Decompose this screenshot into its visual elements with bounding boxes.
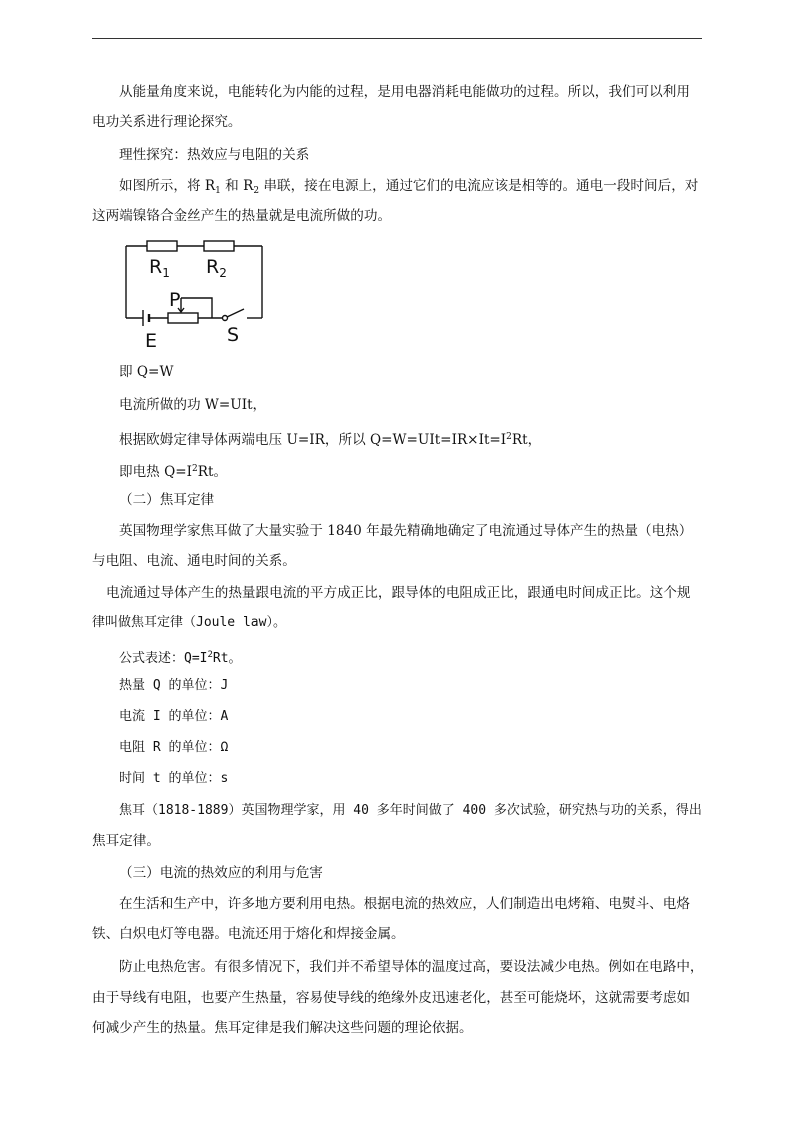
paragraph-line: 铁、白炽电灯等电器。电流还用于熔化和焊接金属。 bbox=[92, 926, 405, 942]
unit-line: 电流 I 的单位：A bbox=[119, 709, 229, 724]
e-label: E bbox=[145, 330, 158, 352]
r1-label: $R_1$ bbox=[149, 256, 170, 280]
unit-line: 热量 Q 的单位：J bbox=[119, 678, 229, 693]
switch-blade bbox=[227, 309, 244, 317]
formula-line: 公式表述：$Q=I^2Rt$。 bbox=[119, 650, 242, 666]
equation-line: 根据欧姆定律导体两端电压 U=IR，所以 $Q=W=UIt=IR\times It=I^2Rt$， bbox=[119, 432, 542, 448]
equation-line: 即 Q=W bbox=[119, 364, 174, 380]
s-label: S bbox=[227, 324, 240, 346]
rheostat bbox=[168, 313, 198, 323]
paragraph-line: 焦耳（1818-1889）英国物理学家，用 40 多年时间做了 400 多次试验，研究热与功的关系，得出 bbox=[119, 803, 702, 818]
paragraph-line: 电流通过导体产生的热量跟电流的平方成正比，跟导体的电阻成正比，跟通电时间成正比。这个规 bbox=[106, 585, 691, 601]
paragraph-line: 何减少产生的热量。焦耳定律是我们解决这些问题的理论依据。 bbox=[92, 1020, 473, 1036]
unit-line: 电阻 R 的单位：Ω bbox=[119, 740, 229, 755]
paragraph-line: 由于导线有电阻，也要产生热量，容易使导线的绝缘外皮迅速老化，甚至可能烧坏，这就需要考虑如 bbox=[92, 990, 691, 1006]
paragraph-line: 焦耳定律。 bbox=[92, 833, 160, 849]
paragraph-line: 这两端镍铬合金丝产生的热量就是电流所做的功。 bbox=[92, 208, 392, 224]
paragraph-line: 电功关系进行理论探究。 bbox=[92, 114, 242, 130]
section-heading: （二）焦耳定律 bbox=[119, 492, 215, 508]
paragraph-line: 在生活和生产中，许多地方要利用电热。根据电流的热效应，人们制造出电烤箱、电熨斗、电烙 bbox=[119, 896, 690, 912]
section-heading: （三）电流的热效应的利用与危害 bbox=[119, 865, 323, 881]
paragraph-line: 与电阻、电流、通电时间的关系。 bbox=[92, 553, 296, 569]
paragraph-line: 律叫做焦耳定律（Joule law）。 bbox=[92, 615, 286, 630]
r2-label: $R_2$ bbox=[206, 256, 227, 280]
paragraph-line: 防止电热危害。有很多情况下，我们并不希望导体的温度过高，要设法减少电热。例如在电路中， bbox=[119, 959, 704, 975]
paragraph-line: 如图所示，将 $R_1$ 和 $R_2$ 串联，接在电源上，通过它们的电流应该是相等的。通电一段时间后，对 bbox=[119, 178, 699, 196]
unit-line: 时间 t 的单位：s bbox=[119, 771, 229, 786]
slider-wire bbox=[181, 298, 212, 318]
equation-line: 即电热 $Q=I^2Rt$。 bbox=[119, 464, 228, 480]
resistor-r1 bbox=[147, 241, 177, 251]
p-label: P bbox=[169, 289, 181, 311]
equation-line: 电流所做的功 W=UIt， bbox=[119, 397, 267, 413]
header-rule bbox=[92, 38, 702, 39]
paragraph-line: 从能量角度来说，电能转化为内能的过程，是用电器消耗电能做功的过程。所以，我们可以利用 bbox=[119, 84, 690, 100]
paragraph-line: 英国物理学家焦耳做了大量实验于 1840 年最先精确地确定了电流通过导体产生的热量（电热） bbox=[119, 523, 693, 539]
switch-contact bbox=[223, 316, 228, 321]
subheading: 理性探究：热效应与电阻的关系 bbox=[119, 147, 310, 163]
circuit-diagram bbox=[116, 232, 276, 352]
resistor-r2 bbox=[204, 241, 234, 251]
